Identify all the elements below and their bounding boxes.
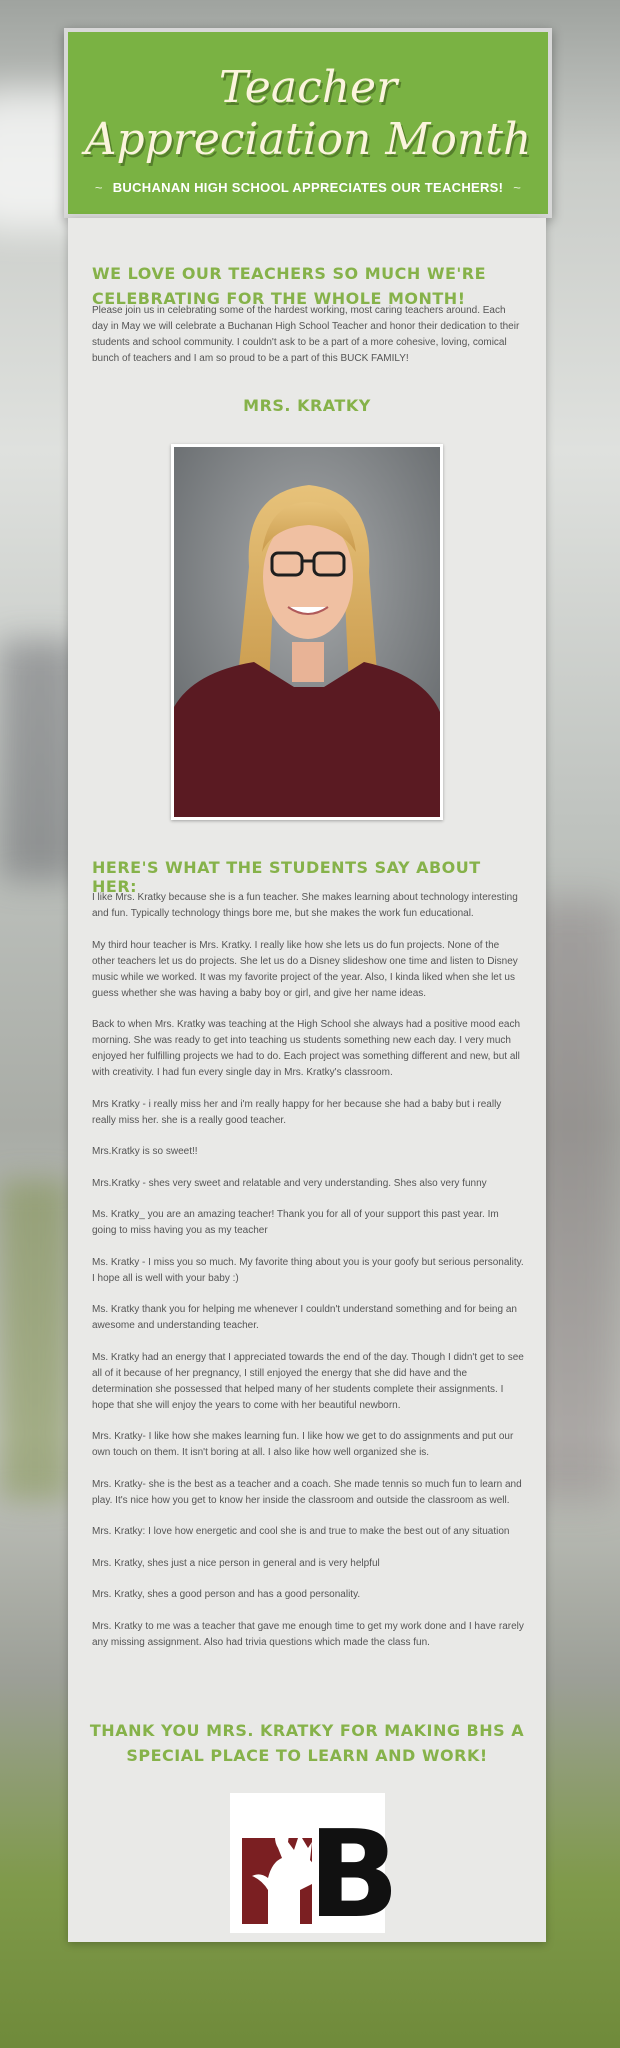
quote-paragraph: Mrs. Kratky, shes a good person and has a good personality.	[92, 1589, 361, 1600]
thank-you-heading: THANK YOU MRS. KRATKY FOR MAKING BHS A SPECIAL PLACE TO LEARN AND WORK!	[89, 1721, 525, 1765]
quote-paragraph: Mrs. Kratky- I like how she makes learning fun. I like how we get to do assignments and put our own touch on them. It isn't boring at all. I also like how well organized she is.	[92, 1431, 514, 1458]
quote-paragraph: Mrs.Kratky is so sweet!!	[92, 1146, 198, 1157]
dash-ornament-right: ~	[513, 180, 522, 195]
quote-paragraph: Mrs Kratky - i really miss her and i'm really happy for her because she had a baby but i really really miss her. she is a really good teacher.	[92, 1098, 502, 1126]
header-banner	[64, 28, 552, 218]
quote-paragraph: Ms. Kratky had an energy that I appreciated towards the end of the day. Though I didn't get to see all of it because of her pregnancy, I still enjoyed the energy that she did have and the determination she possessed that helped many of her students complete their assignments. I hope that she will enjoy the years to come with her beautiful newborn.	[92, 1351, 524, 1411]
content-card	[68, 218, 546, 1945]
subtitle-text: BUCHANAN HIGH SCHOOL APPRECIATES OUR TEACHERS!	[112, 180, 504, 195]
intro-heading: WE LOVE OUR TEACHERS SO MUCH WE'RE CELEBRATING FOR THE WHOLE MONTH!	[92, 264, 487, 309]
intro-paragraph: Please join us in celebrating some of the hardest working, most caring teachers around. Each day in May we will celebrate a Buchanan High School Teacher and honor their dedication to their students and school community. I couldn't ask to be a part of a more cohesive, loving, comical bunch of teachers and I am so proud to be a part of this BUCK FAMILY!	[92, 305, 520, 364]
quote-paragraph: Mrs. Kratky- she is the best as a teacher and a coach. She made tennis so much fun to learn and play. It's nice how you get to know her inside the classroom and outside the classroom as well.	[92, 1478, 522, 1506]
students-heading: HERE'S WHAT THE STUDENTS SAY ABOUT HER:	[92, 858, 481, 896]
quote-paragraph: Mrs.Kratky - shes very sweet and relatable and very understanding. Shes also very funny	[92, 1177, 487, 1189]
dash-ornament-left: ~	[94, 180, 103, 195]
portrait-image	[174, 447, 440, 817]
quote-paragraph: Ms. Kratky_ you are an amazing teacher! Thank you for all of your support this past year. Im going to miss having you as my teacher	[92, 1209, 499, 1236]
quote-paragraph: Mrs. Kratky to me was a teacher that gave me enough time to get my work done and I have rarely any missing assignment. Also had trivia questions which made the class fun.	[92, 1620, 524, 1648]
logo-letter: B	[307, 1806, 399, 1945]
quote-paragraph: My third hour teacher is Mrs. Kratky. I really like how she lets us do fun projects. None of the other teachers let us do projects. She let us do a Disney slideshow one time and listen to Disney music while we worked. It was my favorite project of the year. Also, I kinda liked when she let us guess whether she was having a baby boy or girl, and give her name ideas.	[92, 939, 518, 999]
teacher-name: MRS. KRATKY	[243, 396, 371, 415]
deer-head-icon	[238, 1798, 399, 1945]
quote-paragraph: Mrs. Kratky, shes just a nice person in general and is very helpful	[92, 1557, 380, 1569]
title-line-2: Appreciation Month	[84, 114, 532, 165]
school-logo	[230, 1793, 399, 1945]
background-blur	[0, 1180, 70, 1500]
teacher-photo	[171, 444, 443, 820]
quote-paragraph: Mrs. Kratky: I love how energetic and cool she is and true to make the best out of any situation	[92, 1526, 510, 1537]
quote-paragraph: I like Mrs. Kratky because she is a fun teacher. She makes learning about technology interesting and fun. Typically technology things bore me, but she makes the work fun educational.	[92, 892, 518, 919]
quote-paragraph: Ms. Kratky - I miss you so much. My favorite thing about you is your goofy but serious personality. I hope all is well with your baby :)	[92, 1256, 524, 1284]
quote-paragraph: Back to when Mrs. Kratky was teaching at the High School she always had a positive mood each morning. She was ready to get into teaching us students something new each day. I very much enjoyed her fulfilling projects we had to do. Each project was something different and new, but all with creativity. I had fun every single day in Mrs. Kratky's classroom.	[92, 1019, 521, 1078]
quote-paragraph: Ms. Kratky thank you for helping me whenever I couldn't understand something and for being an awesome and understanding teacher.	[92, 1304, 517, 1331]
page-title	[68, 62, 548, 166]
student-quotes	[92, 890, 524, 1666]
banner-subtitle	[68, 180, 548, 195]
title-line-1: Teacher	[218, 62, 398, 113]
